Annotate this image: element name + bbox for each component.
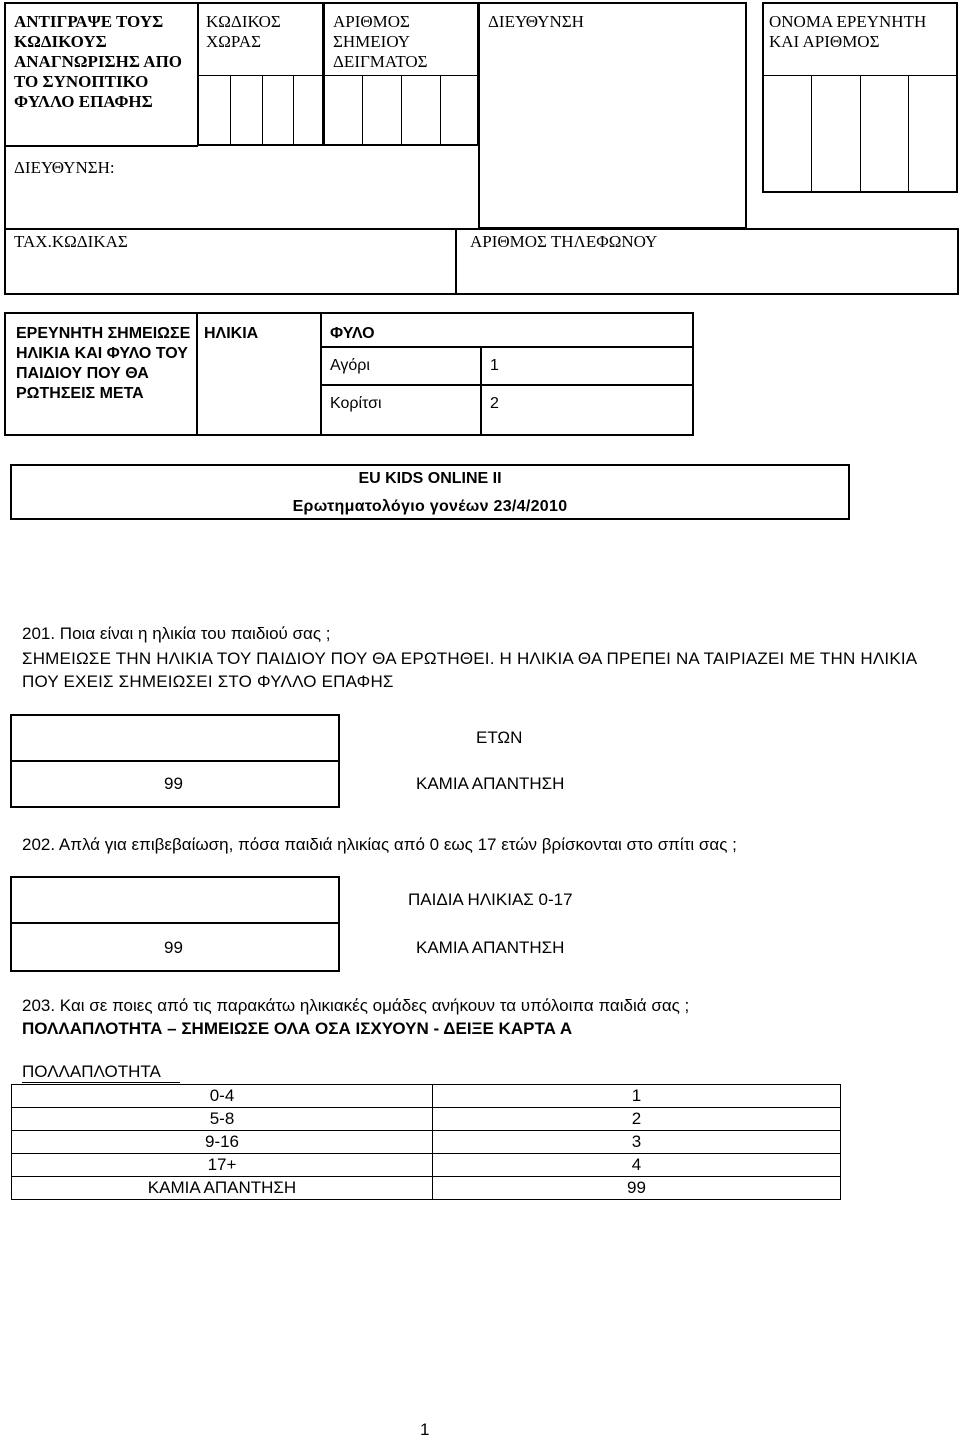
interviewer-label: ΟΝΟΜΑ ΕΡΕΥΝΗΤΗ ΚΑΙ ΑΡΙΘΜΟΣ [769,12,927,51]
option-label: 17+ [12,1154,433,1177]
table-row[interactable] [12,1108,841,1131]
q201-na-label[interactable]: ΚΑΜΙΑ ΑΠΑΝΤΗΣΗ [416,774,565,793]
q203-instruction: ΠΟΛΛΑΠΛΟΤΗΤΑ – ΣΗΜΕΙΩΣΕ ΟΛΑ ΟΣΑ ΙΣΧΥΟΥΝ - ΔΕΙΞΕ ΚΑΡΤΑ Α [22,1019,573,1038]
option-label: 0-4 [12,1085,433,1108]
q203-question: 203. Και σε ποιες από τις παρακάτω ηλικιακές ομάδες ανήκουν τα υπόλοιπα παιδιά σας ; [22,996,690,1015]
boy-code[interactable]: 1 [490,357,499,374]
option-code[interactable]: 99 [433,1177,841,1200]
title-line-1: EU KIDS ONLINE II [358,470,502,487]
phone-label: ΑΡΙΘΜΟΣ ΤΗΛΕΦΩΝΟΥ [470,232,658,251]
q202-count-input[interactable] [16,880,338,920]
address-input[interactable] [140,156,474,184]
postal-code-input[interactable] [14,256,448,288]
address-field-label: ΔΙΕΥΘΥΝΣΗ: [14,158,115,177]
option-label: ΚΑΜΙΑ ΑΠΑΝΤΗΣΗ [12,1177,433,1200]
q202-na-label[interactable]: ΚΑΜΙΑ ΑΠΑΝΤΗΣΗ [416,938,565,957]
option-code[interactable]: 1 [433,1085,841,1108]
copy-codes-label: ΑΝΤΙΓΡΑΨΕ ΤΟΥΣ ΚΩΔΙΚΟΥΣ ΑΝΑΓΝΩΡΙΣΗΣ ΑΠΟ ΤΟ ΣΥΝΟΠΤΙΚΟ ΦΥΛΛΟ ΕΠΑΦΗΣ [14,12,183,111]
address-header-label: ΔΙΕΥΘΥΝΣΗ [488,12,584,31]
sample-point-label: ΑΡΙΘΜΟΣ ΣΗΜΕΙΟΥ ΔΕΙΓΜΑΤΟΣ [333,12,428,71]
table-row[interactable] [12,1177,841,1200]
q203-multi-label: ΠΟΛΛΑΠΛΟΤΗΤΑ [22,1062,161,1081]
table-row[interactable] [12,1131,841,1154]
option-label: 9-16 [12,1131,433,1154]
sex-header: ΦΥΛΟ [330,325,375,342]
page-number: 1 [420,1420,430,1439]
q201-unit-label: ΕΤΩΝ [476,728,523,747]
country-code-label: ΚΩΔΙΚΟΣ ΧΩΡΑΣ [206,12,281,51]
boy-option[interactable]: Αγόρι [330,357,370,374]
title-line-2: Ερωτηματολόγιο γονέων 23/4/2010 [292,498,568,515]
address-box [478,2,747,229]
q203-options-table [11,1084,841,1200]
girl-code[interactable]: 2 [490,395,499,412]
q201-age-input[interactable] [16,718,338,758]
girl-option[interactable]: Κορίτσι [330,395,382,412]
option-code[interactable]: 4 [433,1154,841,1177]
table-row[interactable] [12,1085,841,1108]
age-header: ΗΛΙΚΙΑ [204,325,259,342]
option-code[interactable]: 3 [433,1131,841,1154]
phone-input[interactable] [470,256,954,288]
q202-unit-label: ΠΑΙΔΙΑ ΗΛΙΚΙΑΣ 0-17 [408,890,573,909]
option-code[interactable]: 2 [433,1108,841,1131]
q201-question: 201. Ποια είναι η ηλικία του παιδιού σας ; [22,624,331,643]
option-label: 5-8 [12,1108,433,1131]
q202-question: 202. Απλά για επιβεβαίωση, πόσα παιδιά ηλικίας από 0 εως 17 ετών βρίσκονται στο σπίτι σας ; [22,835,737,854]
q201-instruction: ΣΗΜΕΙΩΣΕ ΤΗΝ ΗΛΙΚΙΑ ΤΟΥ ΠΑΙΔΙΟΥ ΠΟΥ ΘΑ ΕΡΩΤΗΘΕΙ. Η ΗΛΙΚΙΑ ΘΑ ΠΡΕΠΕΙ ΝΑ ΤΑΙΡΙΑΖΕΙ ΜΕ ΤΗΝ ΗΛΙΚΙΑ ΠΟΥ ΕΧΕΙΣ ΣΗΜΕΙΩΣΕΙ ΣΤΟ ΦΥΛΛΟ ΕΠΑΦΗΣ [22,649,917,691]
q202-na-code[interactable]: 99 [164,938,183,957]
postal-code-label: ΤΑΧ.ΚΩΔΙΚΑΣ [14,232,128,251]
child-instruction: ΕΡΕΥΝΗΤΗ ΣΗΜΕΙΩΣΕ ΗΛΙΚΙΑ ΚΑΙ ΦΥΛΟ ΤΟΥ ΠΑΙΔΙΟΥ ΠΟΥ ΘΑ ΡΩΤΗΣΕΙΣ ΜΕΤΑ [16,325,191,402]
child-age-input[interactable] [200,350,319,432]
table-row[interactable] [12,1154,841,1177]
q201-na-code[interactable]: 99 [164,774,183,793]
